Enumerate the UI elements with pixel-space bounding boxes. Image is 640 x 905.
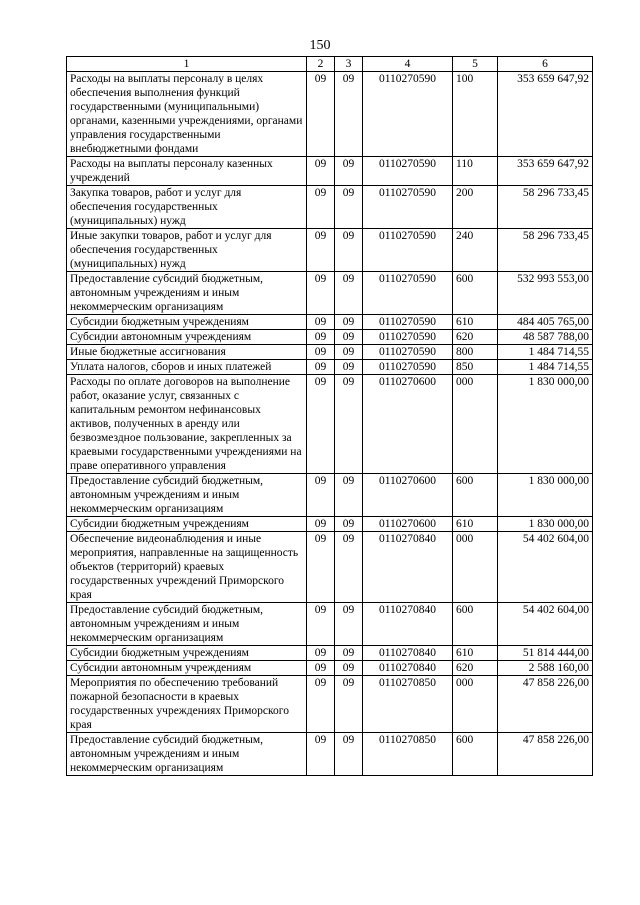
budget-table xyxy=(66,56,593,776)
row-expense-type: 600 xyxy=(453,474,498,517)
row-target-article: 0110270590 xyxy=(363,186,453,229)
table-row xyxy=(67,517,593,532)
table-row xyxy=(67,186,593,229)
row-target-article: 0110270590 xyxy=(363,360,453,375)
row-subsection: 09 xyxy=(335,360,363,375)
row-section: 09 xyxy=(307,345,335,360)
row-amount: 1 830 000,00 xyxy=(498,375,593,474)
row-name: Иные бюджетные ассигнования xyxy=(67,345,307,360)
row-subsection: 09 xyxy=(335,315,363,330)
row-target-article: 0110270590 xyxy=(363,345,453,360)
row-amount: 1 830 000,00 xyxy=(498,474,593,517)
table-header-row xyxy=(67,57,593,72)
row-subsection: 09 xyxy=(335,157,363,186)
table-row xyxy=(67,315,593,330)
row-section: 09 xyxy=(307,733,335,776)
table-row xyxy=(67,532,593,603)
column-header-1: 1 xyxy=(67,57,307,72)
table-row xyxy=(67,72,593,157)
row-subsection: 09 xyxy=(335,532,363,603)
row-expense-type: 000 xyxy=(453,532,498,603)
row-target-article: 0110270590 xyxy=(363,315,453,330)
row-expense-type: 600 xyxy=(453,272,498,315)
column-header-6: 6 xyxy=(498,57,593,72)
row-expense-type: 600 xyxy=(453,603,498,646)
row-amount: 1 830 000,00 xyxy=(498,517,593,532)
row-section: 09 xyxy=(307,72,335,157)
table-row xyxy=(67,375,593,474)
row-expense-type: 110 xyxy=(453,157,498,186)
row-section: 09 xyxy=(307,157,335,186)
row-section: 09 xyxy=(307,272,335,315)
row-amount: 1 484 714,55 xyxy=(498,345,593,360)
row-expense-type: 610 xyxy=(453,646,498,661)
row-expense-type: 240 xyxy=(453,229,498,272)
row-amount: 532 993 553,00 xyxy=(498,272,593,315)
row-expense-type: 610 xyxy=(453,517,498,532)
page-number: 150 xyxy=(309,38,331,53)
table-body xyxy=(67,72,593,776)
table-row xyxy=(67,474,593,517)
row-target-article: 0110270840 xyxy=(363,603,453,646)
row-target-article: 0110270840 xyxy=(363,532,453,603)
row-name: Предоставление субсидий бюджетным, автономным учреждениям и иным некоммерческим организациям xyxy=(67,733,307,776)
row-section: 09 xyxy=(307,517,335,532)
row-section: 09 xyxy=(307,532,335,603)
row-name: Субсидии автономным учреждениям xyxy=(67,330,307,345)
row-amount: 484 405 765,00 xyxy=(498,315,593,330)
row-subsection: 09 xyxy=(335,72,363,157)
row-name: Субсидии бюджетным учреждениям xyxy=(67,315,307,330)
row-amount: 2 588 160,00 xyxy=(498,661,593,676)
row-target-article: 0110270590 xyxy=(363,229,453,272)
row-subsection: 09 xyxy=(335,603,363,646)
row-target-article: 0110270850 xyxy=(363,733,453,776)
row-subsection: 09 xyxy=(335,646,363,661)
table-row xyxy=(67,646,593,661)
column-header-4: 4 xyxy=(363,57,453,72)
row-subsection: 09 xyxy=(335,733,363,776)
row-subsection: 09 xyxy=(335,229,363,272)
row-amount: 51 814 444,00 xyxy=(498,646,593,661)
row-amount: 58 296 733,45 xyxy=(498,229,593,272)
row-expense-type: 620 xyxy=(453,330,498,345)
row-amount: 47 858 226,00 xyxy=(498,733,593,776)
row-subsection: 09 xyxy=(335,375,363,474)
column-header-3: 3 xyxy=(335,57,363,72)
row-name: Обеспечение видеонаблюдения и иные мероприятия, направленные на защищенность объектов (территорий) краевых государственных учреждений Приморского края xyxy=(67,532,307,603)
row-section: 09 xyxy=(307,229,335,272)
row-target-article: 0110270590 xyxy=(363,330,453,345)
row-section: 09 xyxy=(307,360,335,375)
column-header-2: 2 xyxy=(307,57,335,72)
row-target-article: 0110270600 xyxy=(363,517,453,532)
table-row xyxy=(67,345,593,360)
row-section: 09 xyxy=(307,603,335,646)
row-name: Предоставление субсидий бюджетным, автономным учреждениям и иным некоммерческим организациям xyxy=(67,474,307,517)
row-amount: 58 296 733,45 xyxy=(498,186,593,229)
row-subsection: 09 xyxy=(335,345,363,360)
row-expense-type: 610 xyxy=(453,315,498,330)
row-name: Уплата налогов, сборов и иных платежей xyxy=(67,360,307,375)
row-subsection: 09 xyxy=(335,186,363,229)
row-expense-type: 000 xyxy=(453,375,498,474)
table-row xyxy=(67,360,593,375)
row-section: 09 xyxy=(307,186,335,229)
row-name: Закупка товаров, работ и услуг для обеспечения государственных (муниципальных) нужд xyxy=(67,186,307,229)
row-expense-type: 200 xyxy=(453,186,498,229)
row-subsection: 09 xyxy=(335,676,363,733)
row-amount: 54 402 604,00 xyxy=(498,603,593,646)
table-row xyxy=(67,229,593,272)
row-amount: 353 659 647,92 xyxy=(498,157,593,186)
row-subsection: 09 xyxy=(335,517,363,532)
table-row xyxy=(67,272,593,315)
table-row xyxy=(67,330,593,345)
row-expense-type: 600 xyxy=(453,733,498,776)
table-row xyxy=(67,661,593,676)
row-name: Субсидии бюджетным учреждениям xyxy=(67,517,307,532)
row-section: 09 xyxy=(307,315,335,330)
table-row xyxy=(67,157,593,186)
row-section: 09 xyxy=(307,646,335,661)
row-section: 09 xyxy=(307,375,335,474)
row-target-article: 0110270840 xyxy=(363,661,453,676)
row-expense-type: 100 xyxy=(453,72,498,157)
row-name: Субсидии автономным учреждениям xyxy=(67,661,307,676)
row-amount: 353 659 647,92 xyxy=(498,72,593,157)
row-section: 09 xyxy=(307,474,335,517)
row-expense-type: 000 xyxy=(453,676,498,733)
row-subsection: 09 xyxy=(335,474,363,517)
row-target-article: 0110270600 xyxy=(363,375,453,474)
row-name: Расходы по оплате договоров на выполнение работ, оказание услуг, связанных с капитальным ремонтом нефинансовых активов, полученных в аренду или безвозмездное пользование, закрепленных за краевыми государственными учреждениями на праве оперативного управления xyxy=(67,375,307,474)
row-name: Расходы на выплаты персоналу казенных учреждений xyxy=(67,157,307,186)
row-section: 09 xyxy=(307,330,335,345)
table-row xyxy=(67,676,593,733)
row-expense-type: 620 xyxy=(453,661,498,676)
row-expense-type: 800 xyxy=(453,345,498,360)
row-target-article: 0110270590 xyxy=(363,272,453,315)
table-row xyxy=(67,733,593,776)
row-target-article: 0110270590 xyxy=(363,72,453,157)
row-subsection: 09 xyxy=(335,330,363,345)
row-section: 09 xyxy=(307,661,335,676)
row-target-article: 0110270600 xyxy=(363,474,453,517)
row-name: Мероприятия по обеспечению требований пожарной безопасности в краевых государственных учреждениях Приморского края xyxy=(67,676,307,733)
table-row xyxy=(67,603,593,646)
row-expense-type: 850 xyxy=(453,360,498,375)
row-section: 09 xyxy=(307,676,335,733)
row-target-article: 0110270840 xyxy=(363,646,453,661)
row-amount: 48 587 788,00 xyxy=(498,330,593,345)
row-subsection: 09 xyxy=(335,661,363,676)
row-name: Предоставление субсидий бюджетным, автономным учреждениям и иным некоммерческим организациям xyxy=(67,603,307,646)
row-amount: 54 402 604,00 xyxy=(498,532,593,603)
row-target-article: 0110270590 xyxy=(363,157,453,186)
row-amount: 1 484 714,55 xyxy=(498,360,593,375)
row-name: Предоставление субсидий бюджетным, автономным учреждениям и иным некоммерческим организациям xyxy=(67,272,307,315)
row-subsection: 09 xyxy=(335,272,363,315)
row-target-article: 0110270850 xyxy=(363,676,453,733)
row-name: Иные закупки товаров, работ и услуг для обеспечения государственных (муниципальных) нужд xyxy=(67,229,307,272)
row-name: Субсидии бюджетным учреждениям xyxy=(67,646,307,661)
row-name: Расходы на выплаты персоналу в целях обеспечения выполнения функций государственными (муниципальными) органами, казенными учреждениями, органами управления государственными внебюджетными фондами xyxy=(67,72,307,157)
column-header-5: 5 xyxy=(453,57,498,72)
row-amount: 47 858 226,00 xyxy=(498,676,593,733)
